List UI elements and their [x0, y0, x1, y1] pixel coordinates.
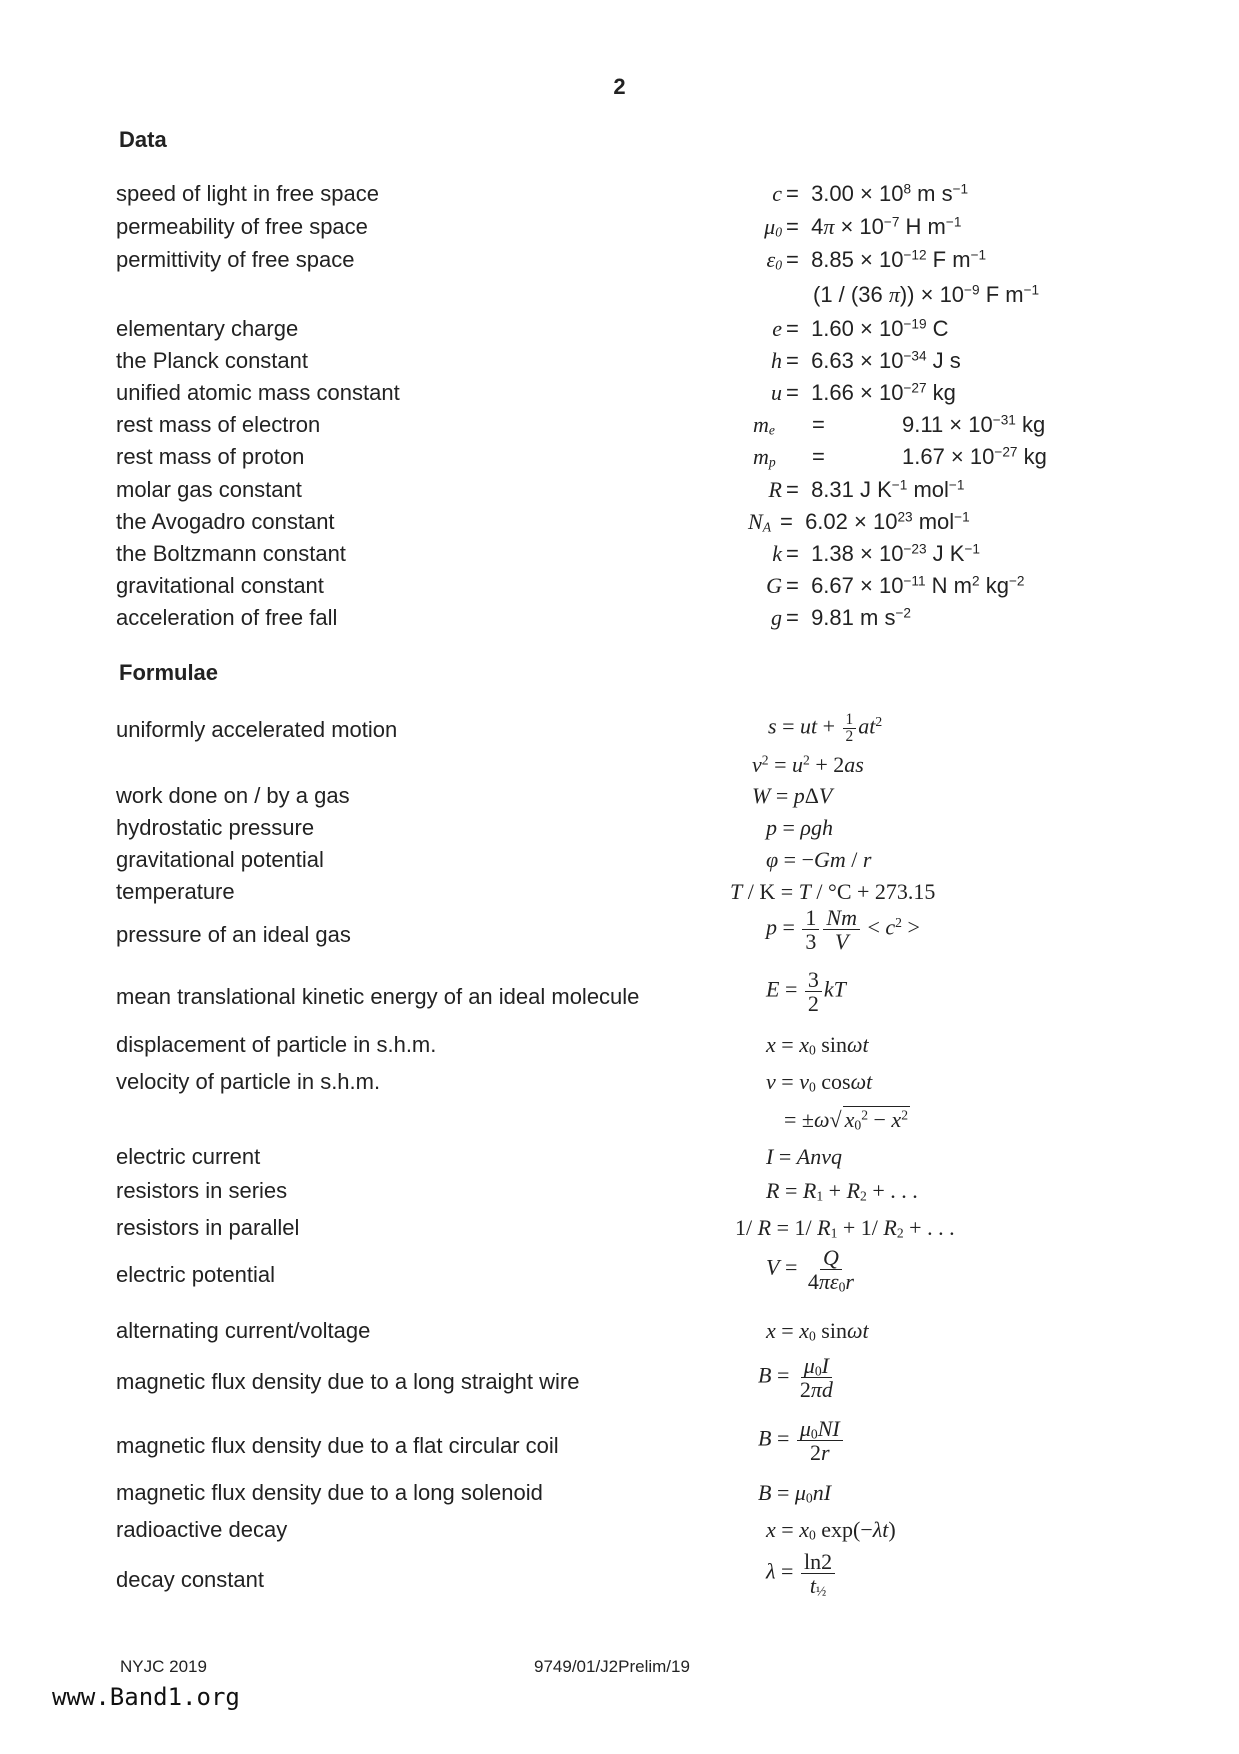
constant-label: unified atomic mass constant — [116, 380, 400, 405]
formula: B = $\frac{\mu_0NI}{2r}$ — [758, 1417, 845, 1464]
constant-label: speed of light in free space — [116, 181, 379, 206]
formula: $x = x_0$ sinωt — [766, 1032, 869, 1058]
constant-symbol: G — [766, 573, 782, 598]
constant-value: = $4\pi \times 10^{-7}$ H $m^{-1}$ — [786, 214, 962, 239]
footer-paper-code: 9749/01/J2Prelim/19 — [534, 1657, 690, 1676]
formula-label: mean translational kinetic energy of an ideal molecule — [116, 984, 640, 1009]
constant-value: = $6.02 \times 10^{23}$ mol$^{-1}$ — [780, 509, 970, 534]
constant-label: the Avogadro constant — [116, 509, 335, 534]
constant-symbol: k — [772, 541, 782, 566]
formula: 1/ R = 1/ $R_1 + 1/$ $R_2$ + . . . — [735, 1215, 955, 1241]
constant-value: = $1.38 \times 10^{-23}$ J $K^{-1}$ — [786, 541, 981, 566]
constant-symbol: h — [771, 348, 782, 373]
formula: $B = \mu_0nI$ — [758, 1480, 832, 1506]
page-number: 2 — [613, 74, 626, 99]
formula: V = $\frac{Q}{4\pi\varepsilon_0r}$ — [766, 1245, 854, 1295]
formula-label: electric potential — [116, 1262, 275, 1287]
constant-value: = $3.00 \times 10^8$ m $s^{-1}$ — [786, 181, 969, 206]
constant-value: = $1.66 \times 10^{-27}$ kg — [786, 380, 956, 405]
constant-symbol: e — [772, 316, 782, 341]
constant-value: $1.67 \times 10^{-27}$ kg — [902, 444, 1047, 469]
formula-label: magnetic flux density due to a long solenoid — [116, 1480, 543, 1505]
formula: W = pΔV — [752, 783, 833, 808]
formula-label: electric current — [116, 1144, 261, 1169]
constant-value: = $6.67 \times 10^{-11}$ N $m^2$ $kg^{-2}$ — [786, 573, 1025, 598]
constant-value: = $8.85 \times 10^{-12}$ F $m^{-1}$ — [786, 247, 987, 272]
constant-label: the Boltzmann constant — [116, 541, 346, 566]
constant-equals: = — [812, 412, 825, 437]
constant-label: rest mass of electron — [116, 412, 321, 437]
watermark: www.Band1.org — [52, 1683, 240, 1711]
constant-label: permeability of free space — [116, 214, 368, 239]
formula-label: gravitational potential — [116, 847, 324, 872]
constant-symbol: c — [772, 181, 782, 206]
formula: E = $\frac{3}{2}$ kT — [766, 967, 846, 1017]
formula-label: hydrostatic pressure — [116, 815, 315, 840]
formula: = ±ω√ $x_0^2 - x^2$ — [784, 1107, 908, 1133]
constant-value: $9.11 \times 10^{-31}$ kg — [902, 412, 1046, 437]
formula-label: velocity of particle in s.h.m. — [116, 1069, 381, 1094]
formula: φ = −Gm / r — [766, 847, 872, 872]
formula: p = $\frac{1}{3}$ $\frac{Nm}{V}$ < $c^2$ > — [766, 905, 920, 955]
formula: $R = R_1 + R_2$ + . . . — [766, 1178, 918, 1204]
formula: $v^2 = u^2 + 2as$ — [752, 752, 864, 777]
constant-label: rest mass of proton — [116, 444, 305, 469]
formula-label: alternating current/voltage — [116, 1318, 371, 1343]
formula: s = ut + $\frac{1}{2}$ $at^2$ — [768, 711, 883, 746]
data-heading: Data — [119, 127, 167, 152]
constant-label: acceleration of free fall — [116, 605, 338, 630]
constant-symbol: $\mu_0$ — [764, 214, 782, 240]
constant-equals: = — [812, 444, 825, 469]
formula-label: uniformly accelerated motion — [116, 717, 398, 742]
formula-label: pressure of an ideal gas — [116, 922, 351, 947]
constant-value: = $1.60 \times 10^{-19}$ C — [786, 316, 949, 341]
formula: I = Anvq — [766, 1144, 842, 1169]
formula-label: displacement of particle in s.h.m. — [116, 1032, 437, 1057]
formula-label: temperature — [116, 879, 235, 904]
constant-value: = 9.81 m $s^{-2}$ — [786, 605, 911, 630]
constant-label: molar gas constant — [116, 477, 302, 502]
constant-label: permittivity of free space — [116, 247, 355, 272]
formula: p = ρgh — [766, 815, 833, 840]
formula-label: magnetic flux density due to a long straight wire — [116, 1369, 580, 1394]
constant-label: gravitational constant — [116, 573, 324, 598]
formula-label: magnetic flux density due to a flat circular coil — [116, 1433, 559, 1458]
footer-school: NYJC 2019 — [120, 1657, 207, 1676]
constant-symbol: $m_e$ — [753, 412, 775, 438]
formula-label: radioactive decay — [116, 1517, 288, 1542]
formula-label: work done on / by a gas — [116, 783, 350, 808]
constant-label: the Planck constant — [116, 348, 309, 373]
constant-symbol: g — [771, 605, 782, 630]
formula: T / K = T / °C + 273.15 — [730, 879, 936, 904]
constant-symbol: u — [771, 380, 782, 405]
formula: B = $\frac{\mu_0I}{2\pi d}$ — [758, 1353, 833, 1403]
constant-symbol: $\varepsilon_0$ — [766, 247, 782, 273]
constant-symbol: $N_A$ — [748, 509, 772, 535]
formula-label: resistors in parallel — [116, 1215, 300, 1240]
formulae-heading: Formulae — [119, 660, 219, 685]
formula-label: decay constant — [116, 1567, 264, 1592]
constant-value: (1 / (36 $\pi)) \times 10^{-9}$ F $m^{-1}$ — [813, 282, 1040, 307]
constant-value: = 8.31 J $K^{-1}$ mol$^{-1}$ — [786, 477, 965, 502]
formula: $v = v_0$ cosωt — [766, 1069, 873, 1095]
formula-label: resistors in series — [116, 1178, 288, 1203]
constant-label: elementary charge — [116, 316, 299, 341]
constant-value: = $6.63 \times 10^{-34}$ J s — [786, 348, 961, 373]
formula: λ = $\frac{\ln 2}{t_{\frac{1}{2}}}$ — [766, 1550, 837, 1597]
constant-symbol: $m_p$ — [753, 444, 776, 470]
constant-symbol: R — [768, 477, 782, 502]
formula: $x = x_0$ exp(−λt) — [766, 1517, 896, 1543]
formula: $x = x_0$ sinωt — [766, 1318, 869, 1344]
